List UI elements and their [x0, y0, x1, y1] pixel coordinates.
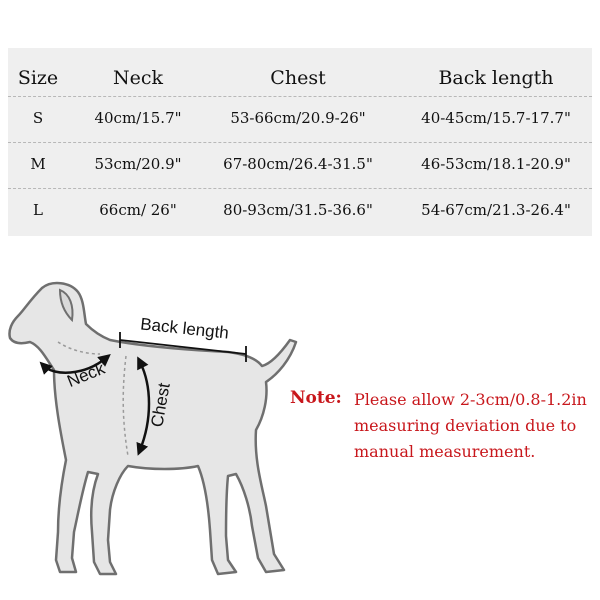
table-row	[8, 98, 592, 138]
note-line: Please allow 2-3cm/0.8-1.2in	[354, 390, 587, 409]
header-chest: Chest	[270, 67, 326, 89]
cell-neck: 40cm/15.7"	[94, 109, 182, 127]
cell-size: L	[33, 201, 43, 219]
table-header-row	[8, 58, 592, 98]
cell-chest: 53-66cm/20.9-26"	[230, 109, 366, 127]
note-label: Note:	[290, 388, 342, 408]
row-divider	[8, 188, 592, 189]
cell-neck: 66cm/ 26"	[99, 201, 177, 219]
table-row	[8, 190, 592, 230]
neck-label: Neck	[64, 358, 108, 391]
note-line: measuring deviation due to	[354, 416, 577, 435]
cell-size: M	[30, 155, 46, 173]
header-size: Size	[17, 67, 59, 89]
size-table	[8, 48, 592, 236]
cell-back-length: 54-67cm/21.3-26.4"	[421, 201, 571, 219]
chest-label: Chest	[147, 381, 174, 429]
note-line: manual measurement.	[354, 442, 536, 461]
cell-chest: 67-80cm/26.4-31.5"	[223, 155, 373, 173]
header-divider	[8, 96, 592, 97]
row-divider	[8, 142, 592, 143]
cell-chest: 80-93cm/31.5-36.6"	[223, 201, 373, 219]
cell-back-length: 40-45cm/15.7-17.7"	[421, 109, 571, 127]
cell-back-length: 46-53cm/18.1-20.9"	[421, 155, 571, 173]
cell-neck: 53cm/20.9"	[94, 155, 182, 173]
table-row	[8, 144, 592, 184]
dog-measurement-diagram	[0, 270, 310, 600]
header-back-length: Back length	[438, 67, 554, 89]
header-neck: Neck	[112, 67, 164, 89]
back-length-label: Back length	[139, 314, 230, 343]
cell-size: S	[32, 109, 44, 127]
